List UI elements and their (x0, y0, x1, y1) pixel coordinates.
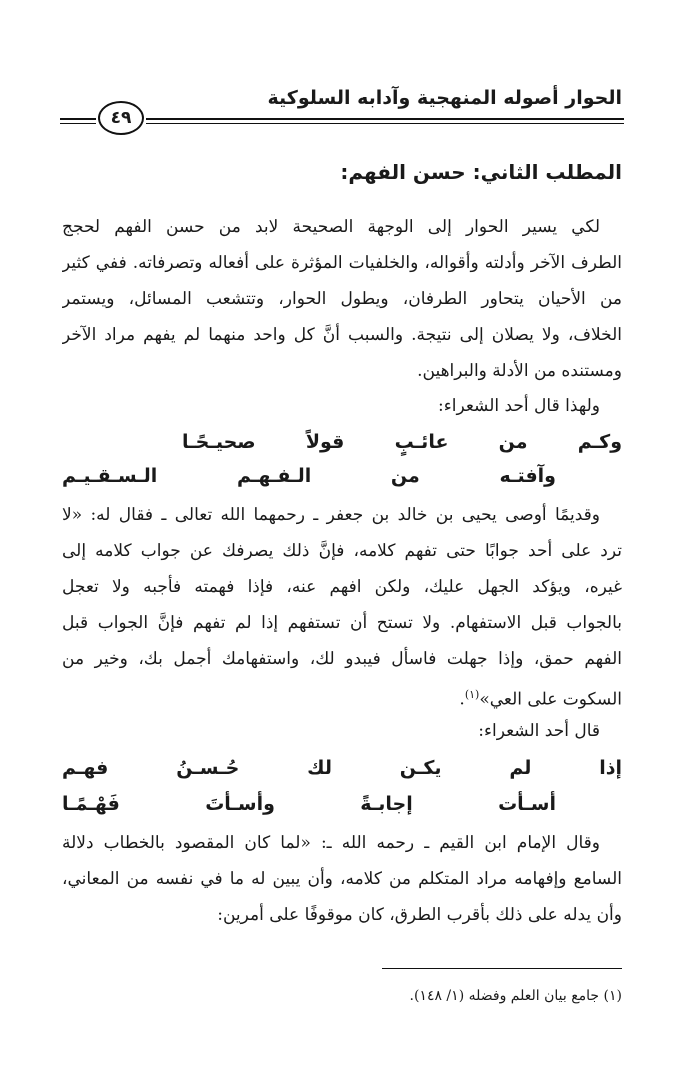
verse-word: إذا (599, 757, 623, 779)
paragraph-line: لكي يسير الحوار إلى الوجهة الصحيحة لابد من حسن الفهم لحجج (62, 217, 600, 237)
running-title: الحوار أصوله المنهجية وآدابه السلوكية (267, 87, 622, 109)
paragraph-text: السكوت على العي» (479, 689, 622, 710)
verse-word: يكـن (399, 757, 442, 779)
verse-word: وآفتـه (499, 465, 556, 487)
verse-word: فَهْـمًـا (62, 793, 120, 815)
footnote: (١) جامع بيان العلم وفضله (١/ ١٤٨). (409, 988, 622, 1004)
paragraph-line: ومستنده من الأدلة والبراهين. (417, 361, 622, 381)
verse-word: وكـم (577, 431, 623, 453)
paragraph-line: السامع وإفهامه مراد المتكلم من كلامه، وأن يبين له ما في نفسه من المعاني، (62, 869, 622, 889)
verse-word: لك (307, 757, 332, 779)
verse-word: لم (509, 757, 532, 779)
page-number: ٤٩ (98, 101, 144, 135)
paragraph-line: السكوت على العي»$^{(١)}$. (459, 688, 622, 710)
poet-intro: ولهذا قال أحد الشعراء: (438, 396, 600, 416)
verse-word: الـسـقـيـم (62, 465, 158, 487)
footnote-marker: (١) (464, 688, 480, 701)
verse-word: إجابـةً (360, 793, 413, 815)
paragraph-line: ترد على أحد جوابًا حتى تفهم كلامه، فإنَّ ذلك يصرفك عن جواب كلامه إلى (62, 541, 622, 561)
poet-intro: قال أحد الشعراء: (478, 721, 600, 741)
verse-word: الـفـهـم (236, 465, 312, 487)
section-title: المطلب الثاني: حسن الفهم: (340, 160, 622, 184)
verse-word: حُـسـنُ (176, 757, 240, 779)
verse-line (62, 460, 556, 492)
verse-line (182, 426, 622, 458)
header-rule (60, 116, 624, 130)
footnote-rule (382, 968, 622, 969)
paragraph-line: وقال الإمام ابن القيم ـ رحمه الله ـ: «لما كان المقصود بالخطاب دلالة (62, 833, 600, 853)
verse-word: صحيـحًـا (182, 431, 256, 453)
verse-word: وأسـأتَ (205, 793, 275, 815)
paragraph-line: غيره، ويؤكد الجهل عليك، ولكن افهم عنه، فإذا فهمته فأجبه ولا تعجل (62, 577, 622, 597)
verse-word: قولاً (305, 431, 345, 453)
verse-word: فهـم (62, 757, 109, 779)
verse-line (62, 788, 556, 820)
verse-word: عائـبٍ (394, 431, 449, 453)
paragraph-line: بالجواب قبل الاستفهام. ولا تستح أن تستفهم إذا لم تفهم فإنَّ الجواب قبل (62, 613, 622, 633)
paragraph-line: الخلاف، ولا يصلان إلى نتيجة. والسبب أنَّ كل واحد منهما لم يفهم مراد الآخر (62, 325, 622, 345)
paragraph-line: من الأحيان يتحاور الطرفان، ويطول الحوار، وتتشعب المسائل، ويستمر (62, 289, 622, 309)
paragraph-line: وأن يدله على ذلك بأقرب الطرق، كان موقوفًا على أمرين: (217, 905, 622, 925)
verse-word: من (390, 465, 420, 487)
paragraph-line: وقديمًا أوصى يحيى بن خالد بن جعفر ـ رحمهما الله تعالى ـ فقال له: «لا (62, 505, 600, 525)
verse-word: أسـأت (498, 793, 556, 815)
paragraph-line: الطرف الآخر وأدلته وأقواله، والخلفيات المؤثرة على أفعاله وتصرفاته. ففي كثير (62, 253, 622, 273)
verse-line (62, 752, 622, 784)
verse-word: من (498, 431, 528, 453)
paragraph-line: الفهم حمق، وإذا جهلت فاسأل فيبدو لك، واستفهامك أجمل بك، وخير من (62, 649, 622, 669)
